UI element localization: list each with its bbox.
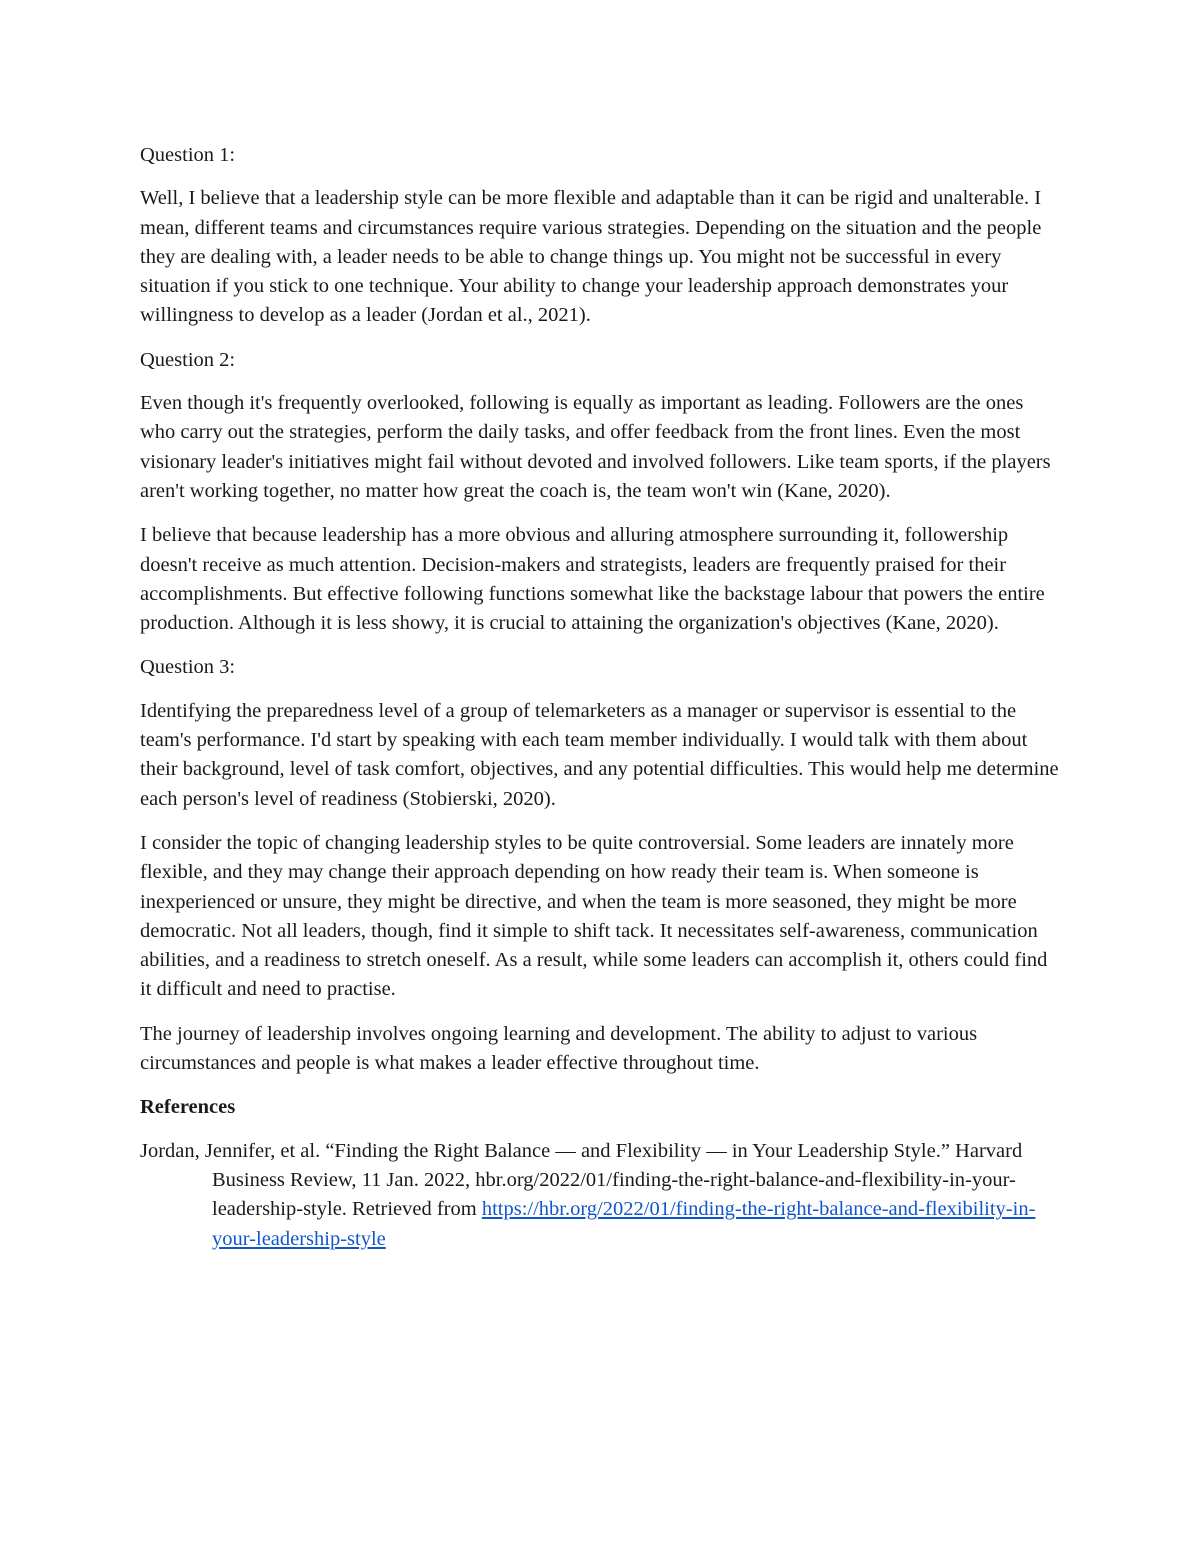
- section-question-2: [140, 346, 1060, 639]
- section-question-3: [140, 653, 1060, 1078]
- references-heading: References: [140, 1096, 236, 1119]
- body-paragraph: Even though it's frequently overlooked, following is equally as important as leading. Followers are the ones who carry out the strategies, perform the daily tasks, and offer feedback from the front lines. Even the most visionary leader's initiatives might fail without devoted and involved followers. Like team sports, if the players aren't working together, no matter how great the coach is, the team won't win (Kane, 2020).: [140, 392, 1051, 502]
- reference-link[interactable]: https://hbr.org/2022/01/finding-the-right-balance-and-flexibility-in-your-leadership-style: [212, 1198, 1036, 1250]
- section-heading: Question 1:: [140, 144, 236, 166]
- section-question-1: [140, 141, 1060, 331]
- body-paragraph: I consider the topic of changing leadership styles to be quite controversial. Some leaders are innately more flexible, and they may change their approach depending on how ready their team is. When someone is inexperienced or unsure, they might be directive, and when the team is more seasoned, they might be more democratic. Not all leaders, though, find it simple to shift tack. It necessitates self-awareness, communication abilities, and a readiness to stretch oneself. As a result, while some leaders can accomplish it, others could find it difficult and need to practise.: [140, 831, 1048, 1001]
- body-paragraph: Well, I believe that a leadership style can be more flexible and adaptable than it can be rigid and unalterable. I mean, different teams and circumstances require various strategies. Depending on the situation and the people they are dealing with, a leader needs to be able to change things up. You might not be successful in every situation if you stick to one technique. Your ability to change your leadership approach demonstrates your willingness to develop as a leader (Jordan et al., 2021).: [140, 187, 1042, 327]
- body-paragraph: I believe that because leadership has a more obvious and alluring atmosphere surrounding it, followership doesn't receive as much attention. Decision-makers and strategists, leaders are frequently praised for their accomplishments. But effective following functions somewhat like the backstage labour that powers the entire production. Although it is less showy, it is crucial to attaining the organization's objectives (Kane, 2020).: [140, 524, 1045, 635]
- body-paragraph: The journey of leadership involves ongoing learning and development. The ability to adjust to various circumstances and people is what makes a leader effective throughout time.: [140, 1022, 978, 1075]
- section-heading: Question 3:: [140, 656, 236, 679]
- references-section: [140, 1093, 1060, 1253]
- body-paragraph: Identifying the preparedness level of a group of telemarketers as a manager or supervisor is essential to the team's performance. I'd start by speaking with each team member individually. I would talk with them about their background, level of task comfort, objectives, and any potential difficulties. This would help me determine each person's level of readiness (Stobierski, 2020).: [140, 699, 1059, 810]
- reference-text: Jordan, Jennifer, et al. “Finding the Right Balance — and Flexibility — in Your Leadership Style.” Harvard Business Review, 11 Jan. 2022, hbr.org/2022/01/finding-the-right-balance-and-flexibility-in-your-leadership-style. Retrieved from: [140, 1139, 1023, 1221]
- reference-entry: [140, 1137, 1060, 1254]
- section-heading: Question 2:: [140, 348, 236, 371]
- document-page: [140, 141, 1060, 1254]
